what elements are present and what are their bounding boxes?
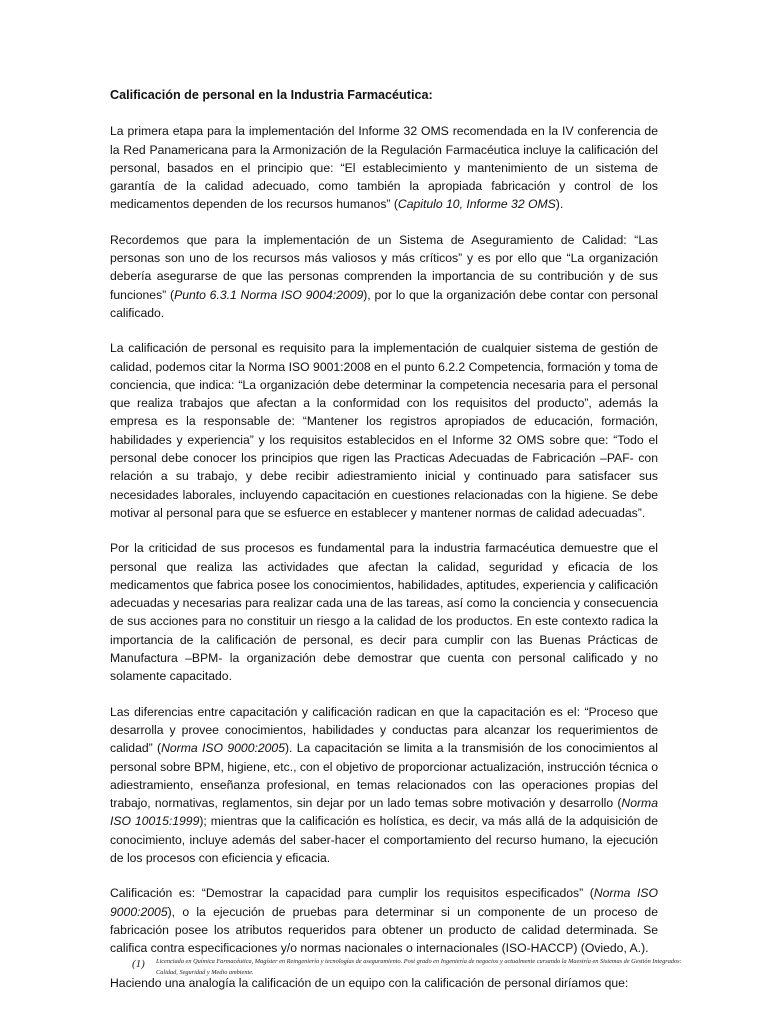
paragraph-text: Las diferencias entre capacitación y calificación radican en que la capacitación es el: “Proceso que desarrolla y provee conocimientos, habilidades y conductas para alcanzar los requerimientos de calidad” ( xyxy=(110,704,658,756)
citation-text: Norma ISO 10015:1999 xyxy=(110,796,658,829)
paragraph-text: ). xyxy=(555,197,564,212)
body-paragraph xyxy=(110,231,658,322)
paragraph-text: Por la criticidad de sus procesos es fundamental para la industria farmacéutica demuestre que el personal que realiza las actividades que afectan la calidad, seguridad y eficacia de los medicamentos que fabrica posee los conocimientos, habilidades, aptitudes, experiencia y calificación adecuadas y necesarias para realizar cada una de las tareas, así como la conciencia y consecuencia de sus acciones para no constituir un riesgo a la calidad de los productos. En este contexto radica la importancia de la calificación de personal, es decir para cumplir con las Buenas Prácticas de Manufactura –BPM- la organización debe demostrar que cuenta con personal calificado y no solamente capacitado. xyxy=(110,541,658,684)
paragraph-text: ). La capacitación se limita a la transmisión de los conocimientos al personal sobre BPM, higiene, etc., con el objetivo de proporcionar actualización, instrucción técnica o adiestramiento, enseñanza profesional, en temas relacionados con las operaciones propias del trabajo, normativas, reglamentos, sin dejar por un lado temas sobre motivación y desarrollo ( xyxy=(110,741,658,811)
paragraph-text: Haciendo una analogía la calificación de un equipo con la calificación de personal diríamos que: xyxy=(110,976,629,991)
body-paragraph xyxy=(110,539,658,685)
paragraph-text: La calificación de personal es requisito para la implementación de cualquier sistema de gestión de calidad, podemos citar la Norma ISO 9001:2008 en el punto 6.2.2 Competencia, formación y toma de conciencia, que indica: “La organización debe determinar la competencia necesaria para el personal que realiza trabajos que afectan a la conformidad con los requisitos del producto”, además la empresa es la responsable de: “Mantener los registros apropiados de educación, formación, habilidades y experiencia” y los requisitos establecidos en el Informe 32 OMS sobre que: “Todo el personal debe conocer los principios que rigen las Practicas Adecuadas de Fabricación –PAF- con relación a su trabajo, y debe recibir adiestramiento inicial y continuado para satisfacer sus necesidades laborales, incluyendo capacitación en cuestiones relacionadas con la higiene. Se debe motivar al personal para que se esfuerce en establecer y mantener normas de calidad adecuadas”. xyxy=(110,341,658,520)
citation-text: Punto 6.3.1 Norma ISO 9004:2009 xyxy=(174,287,364,302)
citation-text: Norma ISO 9000:2005 xyxy=(110,886,658,919)
body-paragraph xyxy=(110,703,658,868)
document-body xyxy=(110,86,658,1010)
paragraph-text: Calificación es: “Demostrar la capacidad para cumplir los requisitos especificados” ( xyxy=(110,886,594,901)
paragraph-text: La primera etapa para la implementación del Informe 32 OMS recomendada en la IV conferencia de la Red Panamericana para la Armonización de la Regulación Farmacéutica incluye la calificación del personal, basados en el principio que: “El establecimiento y mantenimiento de un sistema de garantía de la calidad adecuado, como también la apropiada fabricación y control de los medicamentos dependen de los recursos humanos” ( xyxy=(110,124,658,212)
paragraph-text: ), o la ejecución de pruebas para determinar si un componente de un proceso de fabricación posee los atributos requeridos para obtener un producto de calidad determinada. Se califica contra especificaciones y/o normas nacionales o internacionales (ISO-HACCP) (Oviedo, A.). xyxy=(110,904,658,956)
paragraph-text: ); mientras que la calificación es holística, es decir, va más allá de la adquisición de conocimiento, incluye además del saber-hacer el comportamiento del recurso humano, la ejecución de los procesos con eficiencia y eficacia. xyxy=(110,814,658,865)
body-paragraph xyxy=(110,339,658,522)
paragraph-text: Recordemos que para la implementación de un Sistema de Aseguramiento de Calidad: “Las personas son uno de los recursos más valiosos y más críticos” y es por ello que “La organización debería asegurarse de que las personas comprenden la importancia de su contribución y de sus funciones” ( xyxy=(110,232,658,302)
paragraph-list xyxy=(110,122,658,992)
footnote-text: Licenciada en Química Farmacéutica, Magíster en Reingeniería y tecnologías de aseguramiento. Post grado en Ingeniería de negocios y actualmente cursando la Maestría en Sistemas de Gestión Integrados: Calidad, Seguridad y Medio ambiente. xyxy=(156,958,682,976)
body-paragraph xyxy=(110,122,658,213)
footnote-marker: (1) xyxy=(132,958,145,970)
document-title: Calificación de personal en la Industria Farmacéutica: xyxy=(110,88,433,102)
citation-text: Capitulo 10, Informe 32 OMS xyxy=(397,197,556,212)
paragraph-text: ), por lo que la organización debe contar con personal calificado. xyxy=(110,287,658,320)
citation-text: Norma ISO 9000:2005 xyxy=(161,741,285,756)
body-paragraph xyxy=(110,884,658,957)
